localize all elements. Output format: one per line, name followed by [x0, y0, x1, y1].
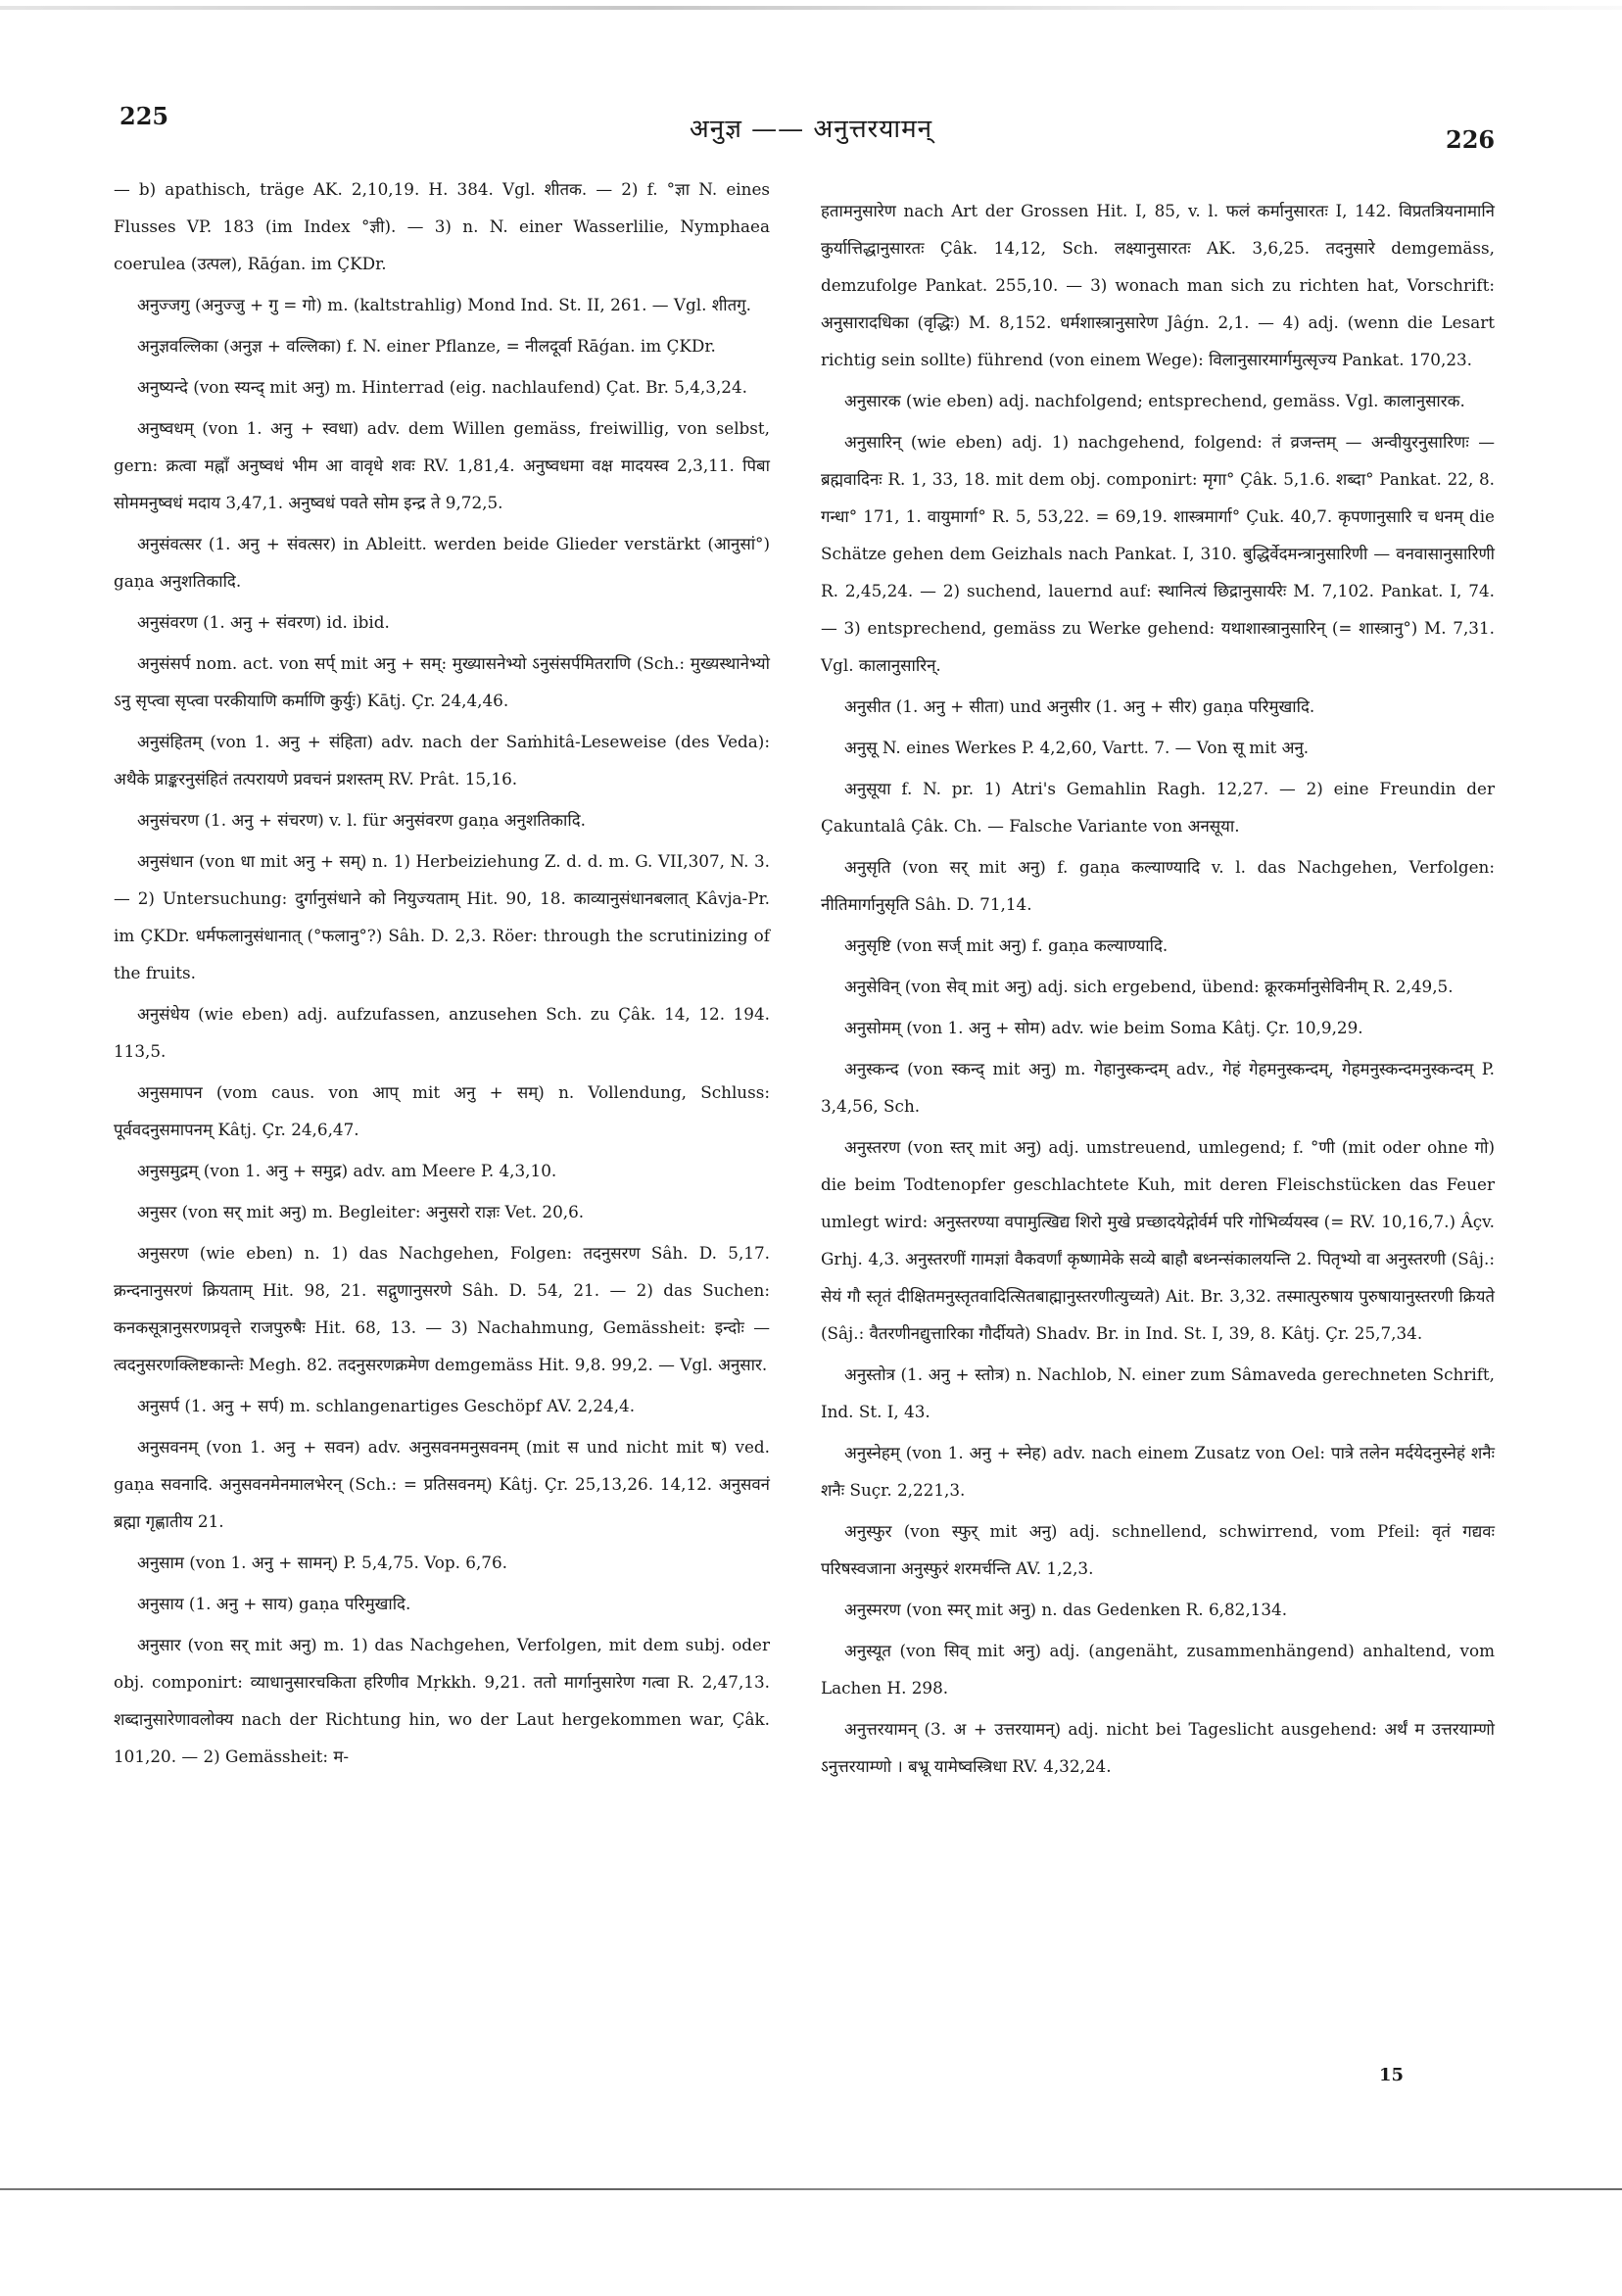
- entry: अनुसंसर्प nom. act. von सर्प् mit अनु + सम्: मुख्यासनेभ्यो ऽनुसंसर्पमितराणि (Sch.: मुख्यस्थानेभ्यो ऽनु सृप्त्वा सृप्त्वा परकीयाणि कर्माणि कुर्युः) Kātj. Çr. 24,4,46.: [114, 653, 770, 710]
- entry: अनुस्तोत्र (1. अनु + स्तोत्र) n. Nachlob, N. einer zum Sâmaveda gerechneten Schrift, Ind. St. I, 43.: [821, 1364, 1495, 1421]
- scan-edge: [0, 6, 1622, 10]
- entry: अनुसवनम् (von 1. अनु + सवन) adv. अनुसवनमनुसवनम् (mit स und nicht mit ष) ved. gaṇa सवनादि. अनुसवनमेनमालभेरन् (Sch.: = प्रतिसवनम्) Kâtj. Çr. 25,13,26. 14,12. अनुसवनं ब्रह्मा गृह्णातीय 21.: [114, 1437, 770, 1531]
- entry: अनुस्यूत (von सिव् mit अनु) adj. (angenäht, zusammenhängend) anhaltend, vom Lachen H. 298.: [821, 1641, 1495, 1698]
- entry: अनुसारिन् (wie eben) adj. 1) nachgehend, folgend: तं व्रजन्तम् — अन्वीयुरनुसारिणः — ब्रह्मवादिनः R. 1, 33, 18. mit dem obj. componirt: मृगा° Çâk. 5,1.6. शब्दा° Pankat. 22, 8. गन्धा° 171, 1. वायुमार्गा° R. 5, 53,22. = 69,19. शास्त्रमार्गा° Çuk. 40,7. कृपणानुसारि च धनम् die Schätze gehen dem Geizhals nach Pankat. I, 310. बुद्धिर्वेदमन्त्रानुसारिणी — वनवासानुसारिणी R. 2,45,24. — 2) suchend, lauernd auf: स्थानित्यं छिद्रानुसार्यरेः M. 7,102. Pankat. I, 74. — 3) entsprechend, gemäss zu Werke gehend: यथाशास्त्रानुसारिन् (= शास्त्रानु°) M. 7,31. Vgl. कालानुसारिन्.: [821, 432, 1495, 675]
- entry: अनुसेविन् (von सेव् mit अनु) adj. sich ergebend, übend: क्रूरकर्मानुसेविनीम् R. 2,49,5.: [844, 977, 1454, 996]
- entry: अनुसृष्टि (von सर्ज् mit अनु) f. gaṇa कल्याण्यादि.: [844, 935, 1169, 955]
- running-head: अनुज्ञ —— अनुत्तरयामन्: [689, 115, 933, 144]
- signature-mark: 15: [1379, 2065, 1405, 2085]
- entry: अनुस्फुर (von स्फुर् mit अनु) adj. schnellend, schwirrend, vom Pfeil: वृतं गद्यवः परिषस्वजाना अनुस्फुरं शरमर्चन्ति AV. 1,2,3.: [821, 1521, 1495, 1578]
- entry: अनुसंवरण (1. अनु + संवरण) id. ibid.: [137, 612, 390, 632]
- entry: अनुसंधेय (wie eben) adj. aufzufassen, anzusehen Sch. zu Çâk. 14, 12. 194. 113,5.: [114, 1004, 770, 1061]
- entry: अनुसारक (wie eben) adj. nachfolgend; entsprechend, gemäss. Vgl. कालानुसारक.: [844, 391, 1465, 410]
- entry: अनुस्मरण (von स्मर् mit अनु) n. das Gedenken R. 6,82,134.: [844, 1600, 1288, 1619]
- entry: अनुसंधान (von धा mit अनु + सम्) n. 1) Herbeiziehung Z. d. d. m. G. VII,307, N. 3. — 2) Untersuchung: दुर्गानुसंधाने को नियुज्यताम् Hit. 90, 18. काव्यानुसंधानबलात् Kâvja-Pr. im ÇKDr. धर्मफलानुसंधानात् (°फलानु°?) Sâh. D. 2,3. Röer: through the scrutinizing of the fruits.: [114, 851, 770, 982]
- entry: अनुसंवत्सर (1. अनु + संवत्सर) in Ableitt. werden beide Glieder verstärkt (आनुसां°) gaṇa अनुशतिकादि.: [114, 534, 770, 591]
- entry: अनुसमुद्रम् (von 1. अनु + समुद्र) adv. am Meere P. 4,3,10.: [137, 1161, 557, 1180]
- entry: अनुत्तरयामन् (3. अ + उत्तरयामन्) adj. nicht bei Tageslicht ausgehend: अर्थं म उत्तरयाम्णो ऽनुत्तरयाम्णो । बभ्रू यामेष्वस्त्रिधा RV. 4,32,24.: [821, 1719, 1495, 1776]
- entry: अनुष्यन्दे (von स्यन्द् mit अनु) m. Hinterrad (eig. nachlaufend) Çat. Br. 5,4,3,24.: [137, 377, 747, 397]
- entry: अनुसीत (1. अनु + सीता) und अनुसीर (1. अनु + सीर) gaṇa परिमुखादि.: [844, 696, 1315, 716]
- entry: अनुसमापन (vom caus. von आप् mit अनु + सम्) n. Vollendung, Schluss: पूर्ववदनुसमापनम् Kâtj. Çr. 24,6,47.: [114, 1082, 770, 1139]
- left-page-number: 225: [119, 102, 169, 130]
- entry: अनुज्ञवल्लिका (अनुज्ञ + वल्लिका) f. N. einer Pflanze, = नीलदूर्वा Rāǵan. im ÇKDr.: [137, 336, 716, 356]
- entry: अनुसाम (von 1. अनु + सामन्) P. 5,4,75. Vop. 6,76.: [137, 1553, 507, 1572]
- entry: अनुस्नेहम् (von 1. अनु + स्नेह) adv. nach einem Zusatz von Oel: पात्रे तलेन मर्दयेदनुस्नेहं शनैः शनैः Suçr. 2,221,3.: [821, 1443, 1495, 1500]
- bottom-rule: [0, 2188, 1622, 2190]
- right-page-number: 226: [1446, 125, 1496, 154]
- entry: अनुस्कन्द (von स्कन्द् mit अनु) m. गेहानुस्कन्दम् adv., गेहं गेहमनुस्कन्दम्, गेहमनुस्कन्दमनुस्कन्दम् P. 3,4,56, Sch.: [821, 1059, 1495, 1116]
- entry: अनुसंचरण (1. अनु + संचरण) v. l. für अनुसंवरण gaṇa अनुशतिकादि.: [137, 810, 586, 830]
- entry: — b) apathisch, träge AK. 2,10,19. H. 384. Vgl. शीतक. — 2) f. °ज्ञा N. eines Flusses VP. 183 (im Index °ज्ञी). — 3) n. N. einer Wasserlilie, Nymphaea coerulea (उत्पल), Rāǵan. im ÇKDr.: [114, 179, 770, 273]
- left-column: [114, 170, 770, 1779]
- entry: अनुसर्प (1. अनु + सर्प) m. schlangenartiges Geschöpf AV. 2,24,4.: [137, 1396, 636, 1415]
- entry: अनुसृति (von सर् mit अनु) f. gaṇa कल्याण्यादि v. l. das Nachgehen, Verfolgen: नीतिमार्गानुसृति Sâh. D. 71,14.: [821, 857, 1495, 914]
- entry: अनुसंहितम् (von 1. अनु + संहिता) adv. nach der Saṁhitâ-Leseweise (des Veda): अथैके प्राङ्करनुसंहितं तत्परायणे प्रवचनं प्रशस्तम् RV. Prât. 15,16.: [114, 732, 770, 789]
- entry: अनुज्जगु (अनुज्जु + गु = गो) m. (kaltstrahlig) Mond Ind. St. II, 261. — Vgl. शीतगु.: [137, 295, 751, 314]
- entry: अनुसाय (1. अनु + साय) gaṇa परिमुखादि.: [137, 1594, 411, 1613]
- entry: अनुष्वधम् (von 1. अनु + स्वधा) adv. dem Willen gemäss, freiwillig, von selbst, gern: क्रत्वा मह्नाँ अनुष्वधं भीम आ वावृधे शवः RV. 1,81,4. अनुष्वधमा वक्ष मादयस्व 2,3,11. पिबा सोममनुष्वधं मदाय 3,47,1. अनुष्वधं पवते सोम इन्द्र ते 9,72,5.: [114, 418, 770, 512]
- entry: अनुसर (von सर् mit अनु) m. Begleiter: अनुसरो राज्ञः Vet. 20,6.: [137, 1202, 585, 1221]
- entry: अनुस्तरण (von स्तर् mit अनु) adj. umstreuend, umlegend; f. °णी (mit oder ohne गो) die beim Todtenopfer geschlachtete Kuh, mit deren Fleischstücken das Feuer umlegt wird: अनुस्तरण्या वपामुत्खिद्य शिरो मुखे प्रच्छादयेद्गोर्वर्म परि गोभिर्व्ययस्व (= RV. 10,16,7.) Âçv. Grhj. 4,3. अनुस्तरणीं गामज्ञां वैकवर्णां कृष्णामेके सव्ये बाहौ बध्नन्संकालयन्ति 2. पितृभ्यो वा अनुस्तरणी (Sâj.: सेयं गौ स्तृतं दीक्षितमनुस्तृतवादित्सितबाह्मानुस्तरणीत्युच्यते) Ait. Br. 3,32. तस्मात्पुरुषाय पुरुषायानुस्तरणी क्रियते (Sâj.: वैतरणीनद्युत्तारिका गौर्दीयते) Shadv. Br. in Ind. St. I, 39, 8. Kâtj. Çr. 25,7,34.: [821, 1137, 1495, 1343]
- entry: हतामनुसारेण nach Art der Grossen Hit. I, 85, v. l. फलं कर्मानुसारतः I, 142. विप्रतत्रियनामानि कुर्यात्तिद्धानुसारतः Çâk. 14,12, Sch. लक्ष्यानुसारतः AK. 3,6,25. तदनुसारे demgemäss, demzufolge Pankat. 255,10. — 3) wonach man sich zu richten hat, Vorschrift: अनुसारादधिका (वृद्धिः) M. 8,152. धर्मशास्त्रानुसारेण Jâǵn. 2,1. — 4) adj. (wenn die Lesart richtig sein sollte) führend (von einem Wege): विलानुसारमार्गमुत्सृज्य Pankat. 170,23.: [821, 201, 1495, 369]
- right-column: [821, 192, 1495, 1789]
- entry: अनुसूया f. N. pr. 1) Atri's Gemahlin Ragh. 12,27. — 2) eine Freundin der Çakuntalâ Çâk. Ch. — Falsche Variante von अनसूया.: [821, 779, 1495, 836]
- entry: अनुसरण (wie eben) n. 1) das Nachgehen, Folgen: तदनुसरण Sâh. D. 5,17. क्रन्दनानुसरणं क्रियताम् Hit. 98, 21. सद्गुणानुसरणे Sâh. D. 54, 21. — 2) das Suchen: कनकसूत्रानुसरणप्रवृत्ते राजपुरुषैः Hit. 68, 13. — 3) Nachahmung, Gemässheit: इन्दोः — त्वदनुसरणक्लिष्टकान्तेः Megh. 82. तदनुसरणक्रमेण demgemäss Hit. 9,8. 99,2. — Vgl. अनुसार.: [114, 1243, 770, 1374]
- entry: अनुसू N. eines Werkes P. 4,2,60, Vartt. 7. — Von सू mit अनु.: [844, 738, 1310, 757]
- entry: अनुसार (von सर् mit अनु) m. 1) das Nachgehen, Verfolgen, mit dem subj. oder obj. componirt: व्याधानुसारचकिता हरिणीव Mṛkkh. 9,21. ततो मार्गानुसारेण गत्वा R. 2,47,13. शब्दानुसारेणावलोक्य nach der Richtung hin, wo der Laut hergekommen war, Çâk. 101,20. — 2) Gemässheit: म-: [114, 1635, 770, 1766]
- entry: अनुसोमम् (von 1. अनु + सोम) adv. wie beim Soma Kâtj. Çr. 10,9,29.: [844, 1018, 1363, 1037]
